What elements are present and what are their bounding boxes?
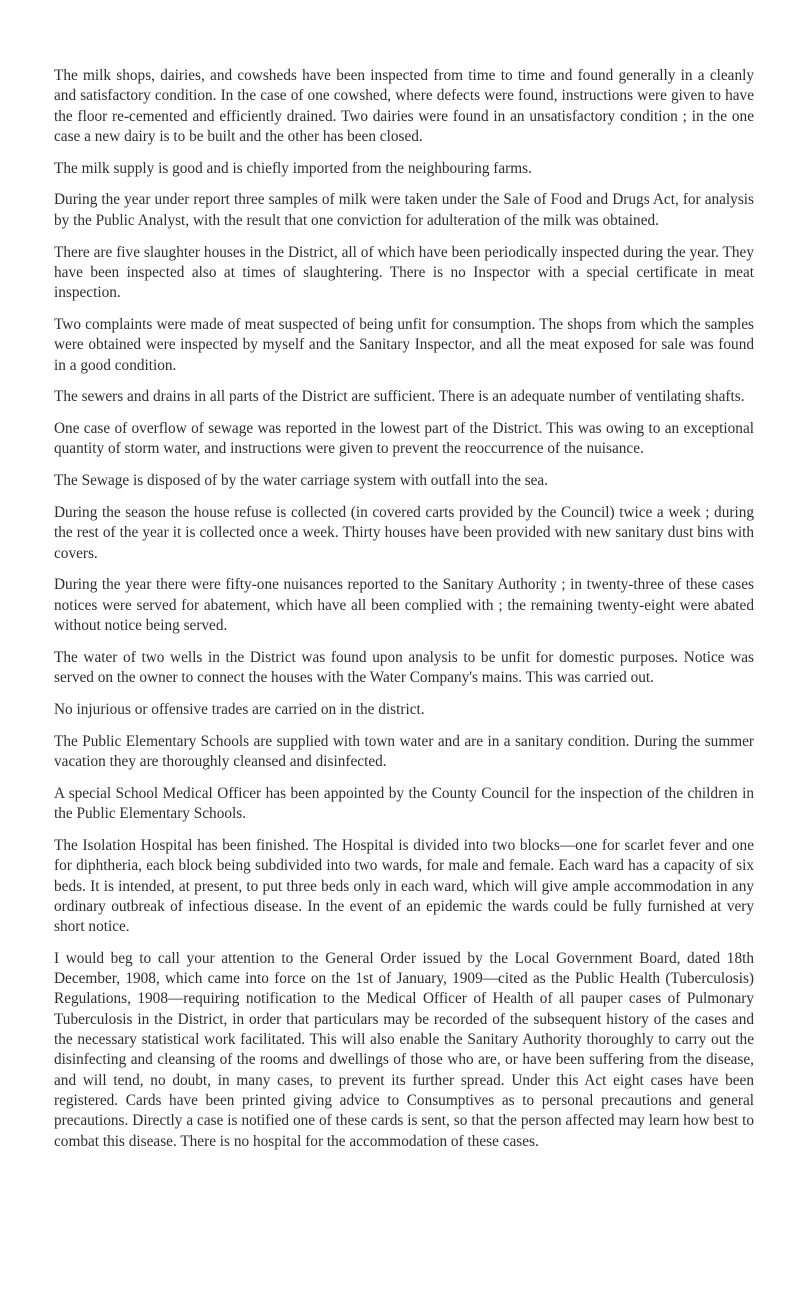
paragraph-meat-complaints: Two complaints were made of meat suspected of being unfit for consumption. The shops from which the samples were obtained were inspected by myself and the Sanitary Inspector, and all the meat exposed for sale was found in a good condition. (54, 315, 754, 374)
paragraph-house-refuse: During the season the house refuse is collected (in covered carts provided by the Council) twice a week ; during the rest of the year it is collected once a week. Thirty houses have been provided with new sanitary dust bins with covers. (54, 504, 754, 562)
paragraph-milk-shops: The milk shops, dairies, and cowsheds have been inspected from time to time and found generally in a cleanly and satisfactory condition. In the case of one cowshed, where defects were found, instructions were given to have the floor re-cemented and efficiently drained. Two dairies were found in an unsatisfactory condition ; in the one case a new dairy is to be built and the other has been closed. (54, 67, 754, 145)
paragraph-nuisances: During the year there were fifty-one nuisances reported to the Sanitary Authority ; in twenty-three of these cases notices were served for abatement, which have all been complied with ; the remaining twenty-eight were abated without notice being served. (54, 576, 754, 635)
paragraph-wells-water: The water of two wells in the District was found upon analysis to be unfit for domestic purposes. Notice was served on the owner to connect the houses with the Water Company's mains. This was carried out. (54, 648, 754, 687)
paragraph-tuberculosis-regulations: I would beg to call your attention to the General Order issued by the Local Government Board, dated 18th December, 1908, which came into force on the 1st of January, 1909—cited as the Public Health (Tuberculosis) Regulations, 1908—requiring notification to the Medical Officer of Health of all pauper cases of Pulmonary Tuberculosis in the District, in order that particulars may be recorded of the subsequent history of the cases and the necessary statistical work facilitated. This will also enable the Sanitary Authority thoroughly to carry out the disinfecting and cleansing of the rooms and dwellings of those who are, or have been suffering from the disease, and will tend, no doubt, in many cases, to prevent its further spread. Under this Act eight cases have been registered. Cards have been printed giving advice to Consumptives as to personal precautions and general precautions. Directly a case is notified one of these cards is sent, so that the person affected may learn how best to combat this disease. There is no hospital for the accommodation of these cases. (54, 949, 754, 1150)
paragraph-elementary-schools: The Public Elementary Schools are supplied with town water and are in a sanitary condition. During the summer vacation they are thoroughly cleansed and disinfected. (54, 732, 754, 771)
paragraph-sewage-overflow: One case of overflow of sewage was reported in the lowest part of the District. This was owing to an exceptional quantity of storm water, and instructions were given to prevent the reoccurrence of the nuisance. (54, 420, 754, 458)
paragraph-isolation-hospital: The Isolation Hospital has been finished. The Hospital is divided into two blocks—one for scarlet fever and one for diphtheria, each block being subdivided into two wards, for male and female. Each ward has a capacity of six beds. It is intended, at present, to put three beds only in each ward, which will give ample accommodation in any ordinary outbreak of infectious disease. In the event of an epidemic the wards could be fully furnished at very short notice. (54, 836, 754, 936)
paragraph-sewage-disposal: The Sewage is disposed of by the water carriage system with outfall into the sea. (54, 472, 549, 490)
paragraph-sewers-drains: The sewers and drains in all parts of the District are sufficient. There is an adequate number of ventilating shafts. (54, 388, 745, 406)
paragraph-milk-supply: The milk supply is good and is chiefly imported from the neighbouring farms. (54, 159, 532, 177)
paragraph-slaughter-houses: There are five slaughter houses in the District, all of which have been periodically inspected during the year. They have been inspected also at times of slaughtering. There is no Inspector with a special certificate in meat inspection. (54, 243, 754, 302)
paragraph-offensive-trades: No injurious or offensive trades are carried on in the district. (54, 700, 425, 718)
document-page (54, 66, 754, 1163)
paragraph-school-medical-officer: A special School Medical Officer has been appointed by the County Council for the inspection of the children in the Public Elementary Schools. (54, 784, 754, 823)
paragraph-milk-samples: During the year under report three samples of milk were taken under the Sale of Food and Drugs Act, for analysis by the Public Analyst, with the result that one conviction for adulteration of the milk was obtained. (54, 191, 754, 229)
